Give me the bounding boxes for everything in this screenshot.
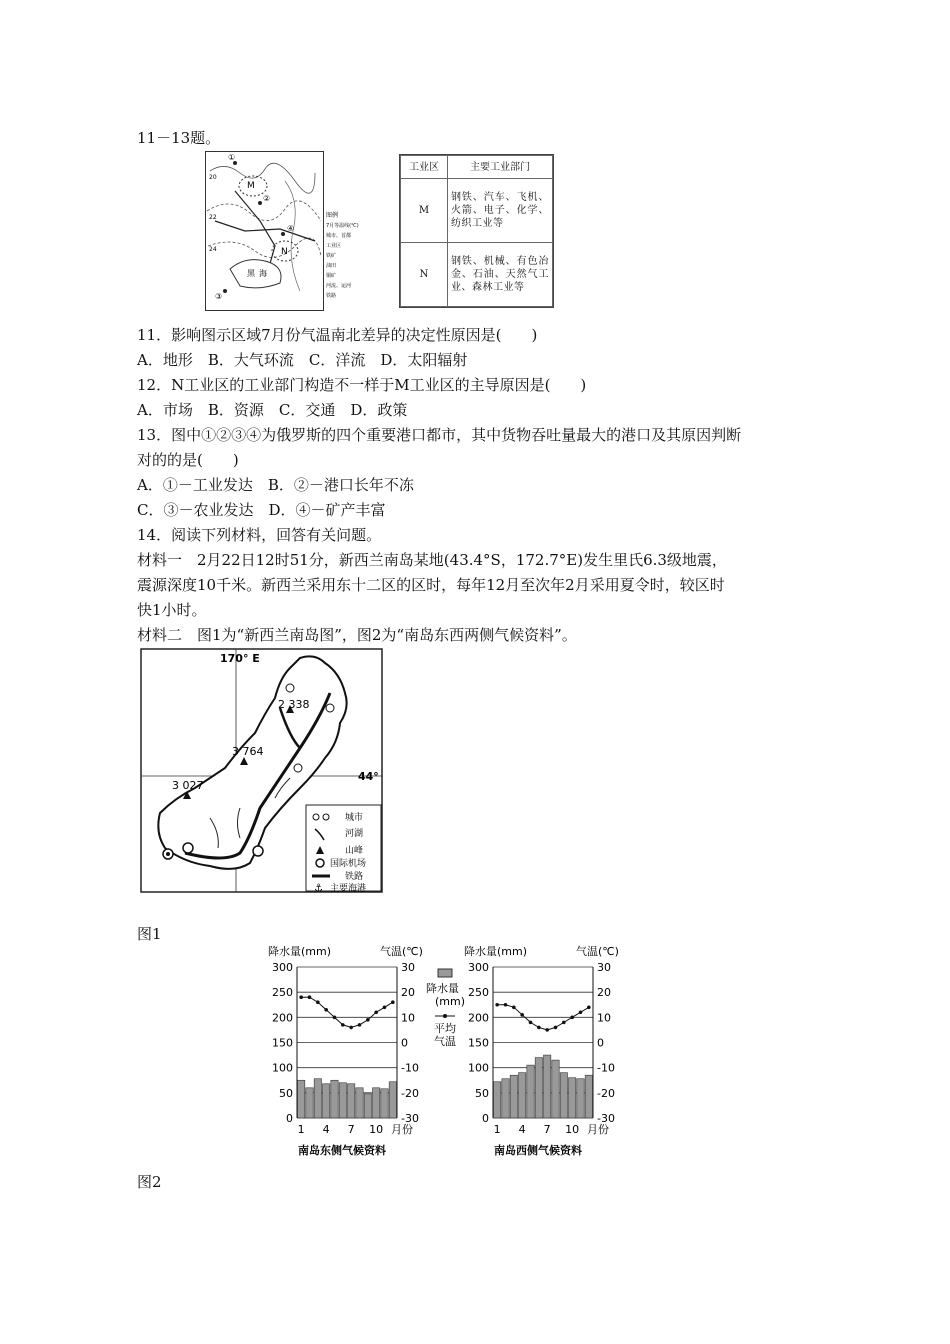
south-island-map <box>140 648 384 894</box>
precip-bar <box>298 1080 305 1118</box>
precip-bar <box>339 1083 346 1118</box>
y2-tick-label: 0 <box>401 1036 408 1050</box>
y-tick-label: 300 <box>468 961 489 974</box>
temp-point <box>374 1011 378 1015</box>
y2-tick-label: 0 <box>597 1036 604 1050</box>
y2-tick-label: -30 <box>401 1112 419 1125</box>
svg-text:工业区: 工业区 <box>326 243 342 249</box>
x-tick-label: 10 <box>369 1123 384 1136</box>
y2-tick-label: 20 <box>401 986 415 1000</box>
y-tick-label: 100 <box>468 1061 489 1075</box>
map1-iso-22: 22 <box>209 214 217 221</box>
precip-bar <box>306 1088 313 1118</box>
lon-label: 170° E <box>220 652 260 665</box>
y2-tick-label: -20 <box>401 1086 419 1100</box>
temp-point <box>537 1026 541 1030</box>
material-1-line3: 快1小时。 <box>137 601 207 619</box>
temp-point <box>366 1018 370 1022</box>
y-tick-label: 200 <box>468 1011 489 1025</box>
xlabel: 月份 <box>391 1123 413 1136</box>
precip-bar <box>356 1088 363 1118</box>
y2-tick-label: 10 <box>597 1011 611 1025</box>
chart-east <box>268 944 423 1157</box>
temp-point <box>349 1026 353 1030</box>
precip-bar <box>348 1084 355 1118</box>
temp-point <box>495 1003 499 1007</box>
question-11-options: A．地形 B．大气环流 C．洋流 D．太阳辐射 <box>137 351 468 369</box>
svg-text:7月等温线(℃): 7月等温线(℃) <box>326 223 359 229</box>
temp-point <box>545 1028 549 1032</box>
figure-1-caption: 图1 <box>137 925 162 943</box>
svg-text:山峰: 山峰 <box>345 846 364 856</box>
y-tick-label: 50 <box>475 1086 489 1100</box>
russia-map <box>205 151 359 311</box>
temp-point <box>529 1021 533 1025</box>
figure-2-caption: 图2 <box>137 1173 162 1191</box>
svg-text:图例: 图例 <box>326 212 339 219</box>
y-tick-label: 300 <box>272 961 293 974</box>
temp-point <box>358 1023 362 1027</box>
svg-text:铁路: 铁路 <box>326 293 337 299</box>
ylabel: 降水量(mm) <box>464 945 528 958</box>
map1-port-3: ③ <box>215 292 223 301</box>
material-1-line1: 材料一 2月22日12时51分，新西兰南岛某地(43.4°S，172.7°E)发生里氏6.3级地震， <box>137 551 727 569</box>
x-tick-label: 7 <box>543 1123 551 1136</box>
temp-point <box>512 1005 516 1009</box>
y-tick-label: 150 <box>272 1036 293 1050</box>
temp-point <box>341 1023 345 1027</box>
map1-iso-24: 24 <box>209 246 217 253</box>
precip-bar <box>569 1078 576 1118</box>
map1-label-N: N <box>281 247 288 257</box>
svg-text:城市: 城市 <box>345 813 364 823</box>
y-tick-label: 0 <box>286 1112 293 1125</box>
material-1-line2: 震源深度10千米。新西兰采用东十二区的区时，每年12月至次年2月采用夏令时，较区时 <box>137 576 725 594</box>
chart-west <box>464 944 619 1157</box>
question-12-options: A．市场 B．资源 C．交通 D．政策 <box>137 401 408 419</box>
y2-tick-label: -10 <box>597 1061 615 1075</box>
temp-point <box>504 1003 508 1007</box>
peak-3764: 3 764 <box>232 745 264 758</box>
temp-point <box>570 1016 574 1020</box>
precip-bar <box>544 1055 551 1118</box>
temp-line <box>301 997 393 1027</box>
temp-point <box>383 1005 387 1009</box>
table-cell-zone: M <box>401 179 448 243</box>
precip-bar <box>527 1065 534 1118</box>
peak-3027: 3 027 <box>172 779 204 792</box>
svg-text:油田: 油田 <box>326 263 337 269</box>
precip-bar <box>373 1088 380 1118</box>
precip-bar <box>389 1082 396 1118</box>
question-14: 14．阅读下列材料，回答有关问题。 <box>137 526 382 544</box>
map1-sea-2: 海 <box>259 269 267 278</box>
precip-bar <box>502 1079 509 1118</box>
y-tick-label: 250 <box>272 986 293 1000</box>
y2-tick-label: 30 <box>401 961 415 974</box>
y-tick-label: 150 <box>468 1036 489 1050</box>
table-row <box>401 179 553 243</box>
x-tick-label: 1 <box>493 1123 501 1136</box>
temp-point <box>587 1005 591 1009</box>
table-cell-sectors: 钢铁、机械、有色冶金、石油、天然气工业、森林工业等 <box>448 243 553 307</box>
y2-tick-label: 30 <box>597 961 611 974</box>
y-tick-label: 200 <box>272 1011 293 1025</box>
y-tick-label: 0 <box>482 1112 489 1125</box>
legend-precip-label: 降水量(mm) <box>426 982 466 1008</box>
map1-port-1: ① <box>228 153 236 162</box>
table-cell-zone: N <box>401 243 448 307</box>
precip-bar <box>323 1084 330 1118</box>
question-13: 13．图中①②③④为俄罗斯的四个重要港口都市，其中货物吞吐量最大的港口及其原因判断 <box>137 426 742 444</box>
svg-text:国际机场: 国际机场 <box>330 859 367 869</box>
precip-bar <box>364 1094 371 1118</box>
precip-bar <box>535 1058 542 1118</box>
precip-bar <box>577 1079 584 1118</box>
map1-label-M: M <box>247 181 255 191</box>
table-cell-sectors: 钢铁、汽车、飞机、火箭、电子、化学、纺织工业等 <box>448 179 553 243</box>
industry-table <box>399 154 554 308</box>
peak-2338: 2 338 <box>278 698 310 711</box>
map1-port-2: ② <box>263 194 271 203</box>
xlabel: 月份 <box>587 1123 609 1136</box>
precip-bar <box>331 1080 338 1118</box>
question-13-options-cd: C．③－农业发达 D．④－矿产丰富 <box>137 501 386 519</box>
temp-point <box>308 995 312 999</box>
ylabel: 降水量(mm) <box>268 945 332 958</box>
precip-bar <box>510 1075 517 1118</box>
svg-text:⚓: ⚓ <box>314 883 323 894</box>
climate-charts <box>262 943 632 1163</box>
map1-port-4: ④ <box>287 224 295 233</box>
y2-tick-label: 10 <box>401 1011 415 1025</box>
map1-sea-1: 黑 <box>247 269 255 278</box>
y2-tick-label: -10 <box>401 1061 419 1075</box>
legend-precip-swatch <box>438 969 452 977</box>
temp-point <box>554 1026 558 1030</box>
chart-title: 南岛东侧气候资料 <box>298 1144 386 1157</box>
question-13-options-ab: A．①－工业发达 B．②－港口长年不冻 <box>137 476 414 494</box>
precip-bar <box>314 1079 321 1118</box>
table-header-sectors: 主要工业部门 <box>448 156 553 179</box>
legend-temp-label: 平均气温 <box>434 1022 456 1048</box>
y-tick-label: 250 <box>468 986 489 1000</box>
x-tick-label: 10 <box>565 1123 580 1136</box>
x-tick-label: 4 <box>322 1123 330 1136</box>
y2-tick-label: -20 <box>597 1086 615 1100</box>
svg-text:城市、首都: 城市、首都 <box>326 233 352 239</box>
temp-point <box>562 1021 566 1025</box>
temp-point <box>333 1016 337 1020</box>
map1-iso-20: 20 <box>209 174 217 181</box>
y2label: 气温(℃) <box>576 945 619 958</box>
lat-label: 44° <box>358 770 379 783</box>
temp-point <box>520 1013 524 1017</box>
x-tick-label: 7 <box>347 1123 355 1136</box>
table-row <box>401 243 553 307</box>
question-12: 12．N工业区的工业部门构造不一样于M工业区的主导原因是( ) <box>137 376 587 394</box>
map1-legend <box>326 211 359 299</box>
temp-point <box>391 1000 395 1004</box>
precip-bar <box>494 1082 501 1118</box>
svg-text:铁路: 铁路 <box>345 872 364 882</box>
svg-text:铜矿: 铜矿 <box>326 273 337 279</box>
precip-bar <box>381 1089 388 1118</box>
svg-text:铁矿: 铁矿 <box>326 253 337 259</box>
chart-title: 南岛西侧气候资料 <box>494 1144 582 1157</box>
precip-bar <box>519 1073 526 1118</box>
svg-text:河湖: 河湖 <box>345 829 364 839</box>
temp-point <box>579 1011 583 1015</box>
svg-text:主要海港: 主要海港 <box>330 884 367 894</box>
x-tick-label: 4 <box>518 1123 526 1136</box>
precip-bar <box>560 1073 567 1118</box>
temp-point <box>299 995 303 999</box>
precip-bar <box>552 1060 559 1118</box>
y-tick-label: 50 <box>279 1086 293 1100</box>
temp-point <box>324 1008 328 1012</box>
intro-text: 11－13题。 <box>137 129 221 147</box>
precip-bar <box>585 1075 592 1118</box>
question-11: 11．影响图示区域7月份气温南北差异的决定性原因是( ) <box>137 326 538 344</box>
y2-tick-label: 20 <box>597 986 611 1000</box>
table-header-zone: 工业区 <box>401 156 448 179</box>
temp-point <box>316 1000 320 1004</box>
y2-tick-label: -30 <box>597 1112 615 1125</box>
question-13-cont: 对的的是( ) <box>137 451 239 469</box>
x-tick-label: 1 <box>297 1123 305 1136</box>
y-tick-label: 100 <box>272 1061 293 1075</box>
material-2: 材料二 图1为“新西兰南岛图”，图2为“南岛东西两侧气候资料”。 <box>137 626 577 644</box>
svg-text:河流、运河: 河流、运河 <box>326 283 352 289</box>
y2label: 气温(℃) <box>380 945 423 958</box>
